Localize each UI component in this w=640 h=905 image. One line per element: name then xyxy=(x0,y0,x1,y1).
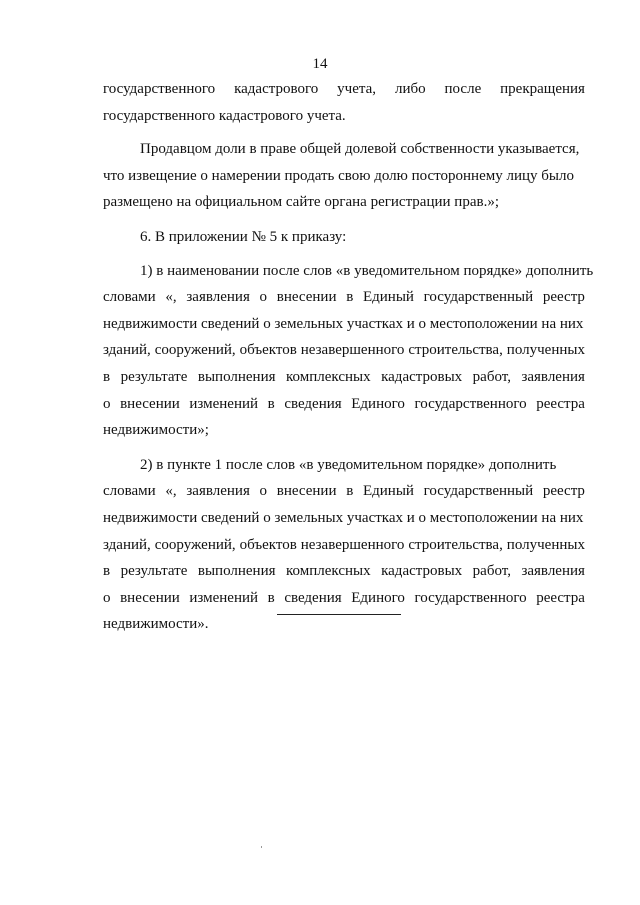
word: заявления xyxy=(521,368,585,385)
word: незавершенного xyxy=(300,536,405,553)
word: «, xyxy=(165,483,177,500)
word: словами xyxy=(103,483,156,500)
word: результате xyxy=(120,563,188,580)
word: о xyxy=(259,289,268,306)
text-line: недвижимости»; xyxy=(103,422,209,439)
word: либо xyxy=(394,81,426,97)
text-line: недвижимости сведений о земельных участках и о местоположении на них xyxy=(103,509,584,526)
paragraph xyxy=(103,224,585,251)
text-line: Продавцом доли в праве общей долевой собственности указывается, xyxy=(140,141,580,158)
text-line xyxy=(103,478,585,505)
word: реестра xyxy=(536,395,585,412)
word: работ, xyxy=(472,368,511,385)
text-line: государственного кадастрового учета. xyxy=(103,107,346,124)
text-line: недвижимости». xyxy=(103,616,209,633)
word: изменений xyxy=(189,395,259,412)
word: заявления xyxy=(186,483,250,500)
word: в xyxy=(267,395,275,412)
word: строительства, xyxy=(408,342,503,359)
word: реестр xyxy=(542,289,585,306)
word: в xyxy=(103,563,111,580)
word: в xyxy=(103,368,111,385)
word: комплексных xyxy=(286,368,371,385)
word: внесении xyxy=(120,395,180,412)
word: полученных xyxy=(506,342,585,359)
word: сооружений, xyxy=(154,342,236,359)
word: заявления xyxy=(186,289,250,306)
word: Единый xyxy=(362,483,414,500)
word: о xyxy=(103,589,111,606)
section-divider xyxy=(277,614,401,615)
paragraph xyxy=(103,76,585,129)
word: прекращения xyxy=(500,81,585,97)
word: словами xyxy=(103,289,156,306)
word: государственный xyxy=(423,483,534,500)
word: незавершенного xyxy=(300,342,405,359)
text-line xyxy=(103,337,585,364)
word: учета, xyxy=(337,81,377,97)
text-line: что извещение о намерении продать свою долю постороннему лицу было xyxy=(103,167,574,184)
text-line xyxy=(103,76,585,103)
word: Единого xyxy=(351,395,405,412)
word: сведения xyxy=(284,395,342,412)
word: сооружений, xyxy=(154,536,236,553)
text-line xyxy=(103,391,585,418)
word: государственного xyxy=(414,395,527,412)
text-line xyxy=(103,585,585,612)
paragraph xyxy=(103,452,585,638)
word: объектов xyxy=(239,342,297,359)
word: зданий, xyxy=(103,342,151,359)
text-line xyxy=(103,284,585,311)
word: зданий, xyxy=(103,536,151,553)
word: государственного xyxy=(414,589,527,606)
word: о xyxy=(259,483,268,500)
scan-speck xyxy=(261,846,262,848)
page-number: 14 xyxy=(312,56,328,72)
text-line: 2) в пункте 1 после слов «в уведомительном порядке» дополнить xyxy=(140,456,557,473)
word: государственный xyxy=(423,289,534,306)
word: полученных xyxy=(506,536,585,553)
word: реестр xyxy=(542,483,585,500)
word: кадастровых xyxy=(381,563,463,580)
word: внесении xyxy=(276,289,337,306)
word: выполнения xyxy=(197,368,276,385)
word: объектов xyxy=(239,536,297,553)
word: строительства, xyxy=(408,536,503,553)
word: в xyxy=(267,589,275,606)
paragraph xyxy=(103,258,594,444)
word: внесении xyxy=(276,483,337,500)
word: о xyxy=(103,395,111,412)
word: в xyxy=(346,289,354,306)
text-line: 1) в наименовании после слов «в уведомительном порядке» дополнить xyxy=(140,262,594,279)
text-line xyxy=(103,364,585,391)
text-line: размещено на официальном сайте органа регистрации прав.»; xyxy=(103,194,499,211)
word: государственного xyxy=(103,81,216,97)
text-line xyxy=(103,558,585,585)
word: после xyxy=(444,81,482,97)
word: Единый xyxy=(362,289,414,306)
word: результате xyxy=(120,368,188,385)
word: в xyxy=(346,483,354,500)
word: выполнения xyxy=(197,563,276,580)
word: кадастровых xyxy=(381,368,463,385)
word: «, xyxy=(165,289,177,306)
word: работ, xyxy=(472,563,511,580)
word: изменений xyxy=(189,589,259,606)
word: комплексных xyxy=(286,563,371,580)
text-line xyxy=(103,532,585,559)
word: реестра xyxy=(536,589,585,606)
paragraph xyxy=(103,136,585,216)
word: сведения xyxy=(284,589,342,606)
word: заявления xyxy=(521,563,585,580)
document-body xyxy=(103,76,594,638)
word: внесении xyxy=(120,589,180,606)
word: кадастрового xyxy=(234,81,319,97)
text-line: недвижимости сведений о земельных участках и о местоположении на них xyxy=(103,315,584,332)
text-line: 6. В приложении № 5 к приказу: xyxy=(140,228,347,245)
word: Единого xyxy=(351,589,405,606)
